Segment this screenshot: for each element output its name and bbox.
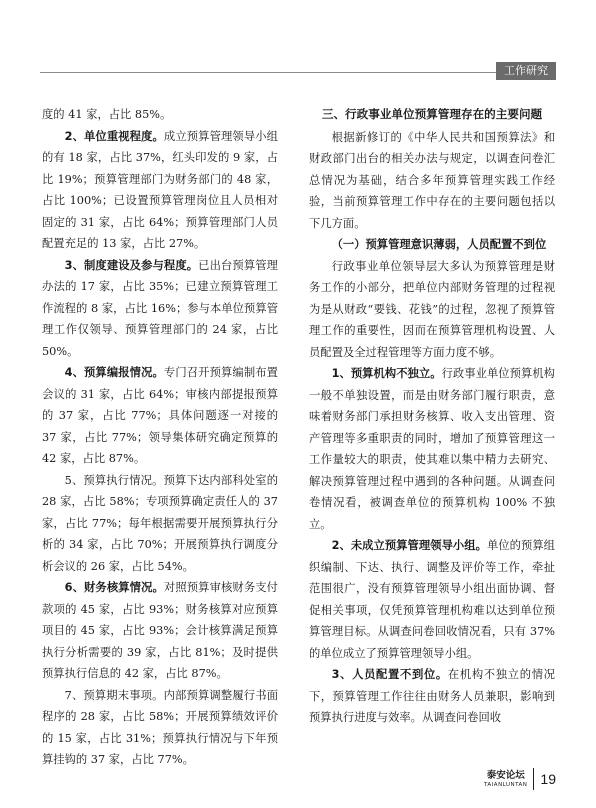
- item-heading: 3、制度建设及参与程度。: [64, 258, 199, 272]
- paragraph: [42, 255, 278, 363]
- paragraph: [309, 664, 555, 729]
- item-heading: 4、预算编报情况。: [64, 366, 164, 379]
- paragraph: [42, 577, 278, 685]
- paragraph: 行政事业单位领导层大多认为预算管理是财务工作的小部分，把单位内部财务管理的过程视为是从财政“要钱、花钱”的过程，忽视了预算管理工作的重要性，因而在预算管理机构设置、人员配置及全过程管理等方面力度不够。: [309, 259, 555, 359]
- item-body: 对照预算审核财务支付款项的 45 家，占比 93%；财务核算对应预算项目的 45 家，占比 93%；会计核算满足预算执行分析需要的 39 家，占比 81%；及时提供预算执行信息的 42 家，占比 87%。: [42, 581, 278, 680]
- item-body: 在机构不独立的情况下，预算管理工作往往由财务人员兼职，影响到预算执行进度与效率。从调查问卷回收: [309, 668, 555, 724]
- paragraph: 度的 41 家，占比 85%。: [42, 108, 172, 121]
- section-heading: 三、行政事业单位预算管理存在的主要问题: [321, 107, 543, 121]
- page-separator: [533, 768, 534, 790]
- paragraph: [309, 363, 555, 535]
- journal-roman: TAIANLUNTAN: [483, 781, 528, 788]
- paragraph: 根据新修订的《中华人民共和国预算法》和财政部门出台的相关办法与规定，以调查问卷汇总情况为基础，结合多年预算管理实践工作经验，当前预算管理工作中存在的主要问题包括以下几方面。: [309, 130, 555, 230]
- item-heading: 2、未成立预算管理领导小组。: [331, 539, 487, 552]
- item-body: 单位的预算组织编制、下达、执行、调整及评价等工作，牵扯范围很广，没有预算管理领导小组出面协调、督促相关事项，仅凭预算管理机构难以达到单位预算管理目标。从调查问卷回收情况看，只有 37% 的单位成立了预算管理领导小组。: [309, 539, 555, 660]
- item-heading: 1、预算机构不独立。: [331, 367, 442, 380]
- section-tag: 工作研究: [496, 62, 556, 80]
- journal-name: 泰安论坛: [486, 769, 525, 781]
- page-number: 19: [540, 771, 556, 787]
- paragraph: 7、预算期末事项。内部预算调整履行书面程序的 28 家，占比 58%；开展预算绩效评价的 15 家，占比 31%；预算执行情况与下年预算挂钩的 37 家，占比 77%。: [42, 688, 278, 766]
- paragraph: 5、预算执行情况。预算下达内部科处室的 28 家，占比 58%；专项预算确定责任人的 37 家，占比 77%；每年根据需要开展预算执行分析的 34 家，占比 70%；开展预算执行调度分析会议的 26 家，占比 54%。: [42, 473, 278, 573]
- header-rule: [40, 72, 496, 73]
- subsection-heading: （一）预算管理意识薄弱，人员配置不到位: [331, 238, 547, 251]
- item-body: 专门召开预算编制布置会议的 31 家，占比 64%；审核内部提报预算的 37 家，占比 77%；具体问题逐一对接的 37 家，占比 77%；领导集体研究确定预算的 42 家，占比 87%。: [42, 366, 278, 465]
- item-body: 行政事业单位预算机构一般不单独设置，而是由财务部门履行职责，意味着财务部门承担财务核算、收入支出管理、资产管理等多重职责的同时，增加了预算管理这一工作量较大的职责，使其难以集中精力去研究、解决预算管理过程中遇到的各种问题。从调查问卷情况看，被调查单位的预算机构 100% 不独立。: [309, 367, 555, 531]
- paragraph: [42, 126, 278, 255]
- paragraph: [42, 362, 278, 470]
- item-heading: 2、单位重视程度。: [64, 129, 164, 143]
- item-heading: 3、人员配置不到位。: [331, 668, 448, 681]
- journal-logo: [484, 770, 527, 789]
- item-body: 已出台预算管理办法的 17 家，占比 35%；已建立预算管理工作流程的 8 家，占比 16%；参与本单位预算管理工作仅领导、预算管理部门的 24 家，占比 50%。: [42, 258, 278, 358]
- left-column: [42, 104, 278, 771]
- right-column: [309, 104, 555, 729]
- paragraph: [309, 535, 555, 664]
- item-body: 成立预算管理领导小组的有 18 家，占比 37%，红头印发的 9 家，占比 19%；预算管理部门为财务部门的 48 家，占比 100%；已设置预算管理岗位且人员相对固定的 31 家，占比 64%；预算管理部门人员配置充足的 13 家，占比 27%。: [42, 129, 278, 250]
- page-footer: [484, 766, 556, 792]
- item-heading: 6、财务核算情况。: [64, 581, 164, 594]
